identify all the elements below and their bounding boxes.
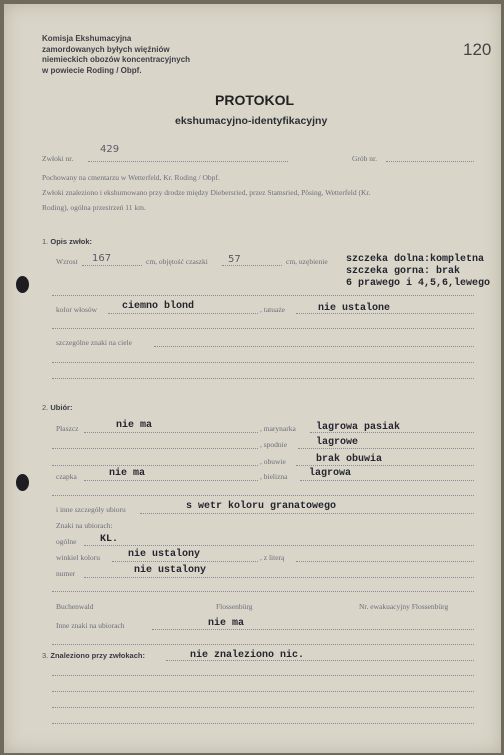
znaki-label: Znaki na ubiorach: xyxy=(56,521,113,530)
org-line-1: Komisja Ekshumacyjna xyxy=(42,34,132,43)
document-subtitle: ekshumacyjno-identyfikacyjny xyxy=(175,115,328,127)
found-items-value: nie znaleziono nic. xyxy=(190,650,305,661)
numer-value: nie ustalony xyxy=(134,565,207,576)
found-text-line-1: Zwłoki znaleziono i ekshumowano przy drodze między Diebersried, przez Stamsried, Pösing, Wetterfeld (Kr. xyxy=(42,188,371,197)
section-3-heading: 3. Znaleziono przy zwłokach: xyxy=(42,651,145,660)
section-1-heading: 1. Opis zwłok: xyxy=(42,237,93,246)
zwloki-label: Zwłoki nr. xyxy=(42,154,74,163)
hair-color-value: ciemno blond xyxy=(122,301,195,312)
obuwie-label: , obuwie xyxy=(260,457,286,466)
org-line-2: zamordowanych byłych więźniów xyxy=(42,44,170,54)
document-title: PROTOKOL xyxy=(215,92,295,108)
inne-znaki-value: nie ma xyxy=(208,618,245,629)
plaszcz-value: nie ma xyxy=(116,420,153,431)
inne-szczegoly-label: i inne szczegóły ubioru xyxy=(56,505,126,514)
org-line-4: w powiecie Roding / Obpf. xyxy=(42,65,142,75)
hair-color-label: kolor włosów xyxy=(56,305,98,314)
czaszka-value: 57 xyxy=(228,254,241,265)
evacuation-number-label: Nr. ewakuacyjny Flossenbürg xyxy=(359,602,449,611)
zwloki-value: 429 xyxy=(100,144,120,155)
czapka-label: czapka xyxy=(56,472,77,481)
punch-hole-bottom xyxy=(16,474,29,491)
bielizna-label: , bielizna xyxy=(260,472,288,481)
czapka-value: nie ma xyxy=(109,468,146,479)
numer-label: numer xyxy=(56,569,76,578)
wzrost-value: 167 xyxy=(92,253,112,264)
buried-text: Pochowany na cmentarzu w Wetterfeld, Kr. Roding / Obpf. xyxy=(42,173,220,182)
spodnie-value: lagrowe xyxy=(316,437,359,448)
czaszka-label: cm, objętość czaszki xyxy=(146,257,208,266)
inne-znaki-label: Inne znaki na ubiorach xyxy=(56,621,125,630)
teeth-line-3: 6 prawego i 4,5,6,lewego xyxy=(346,278,491,289)
litera-label: , z literą xyxy=(260,553,285,562)
punch-hole-top xyxy=(16,276,29,293)
bielizna-value: lagrowa xyxy=(309,468,352,479)
plaszcz-label: Płaszcz xyxy=(56,424,79,433)
tatuaze-label: , tatuaże xyxy=(260,305,285,314)
camp-buchenwald: Buchenwald xyxy=(56,602,94,611)
obuwie-value: brak obuwia xyxy=(316,454,383,465)
camp-flossenburg: Flossenbürg xyxy=(216,602,253,611)
ogolne-value: KL. xyxy=(100,534,119,545)
organization-header xyxy=(42,34,190,76)
inne-szczegoly-value: s wetr koloru granatowego xyxy=(186,501,337,512)
teeth-line-1: szczeka dolna:kompletna xyxy=(346,254,485,265)
tatuaze-value: nie ustalone xyxy=(318,303,391,314)
ogolne-label: ogólne xyxy=(56,537,77,546)
wzrost-label: Wzrost xyxy=(56,257,78,266)
page-number: 120 xyxy=(463,40,492,59)
winkiel-label: winkiel koloru xyxy=(56,553,100,562)
body-marks-label: szczególne znaki na ciele xyxy=(56,338,132,347)
found-text-line-2: Roding), ogólna przestrzeń 11 km. xyxy=(42,203,146,212)
winkiel-value: nie ustalony xyxy=(128,549,201,560)
marynarka-value: lagrowa pasiak xyxy=(316,422,401,433)
uzebienie-label: cm, uzębienie xyxy=(286,257,328,266)
section-2-heading: 2. Ubiór: xyxy=(42,403,73,412)
grob-label: Grób nr. xyxy=(352,154,377,163)
teeth-line-2: szczeka gorna: brak xyxy=(346,266,461,277)
org-line-3: niemieckich obozów koncentracyjnych xyxy=(42,55,191,64)
spodnie-label: , spodnie xyxy=(260,440,288,449)
marynarka-label: , marynarka xyxy=(260,424,296,433)
protocol-page xyxy=(4,4,501,753)
